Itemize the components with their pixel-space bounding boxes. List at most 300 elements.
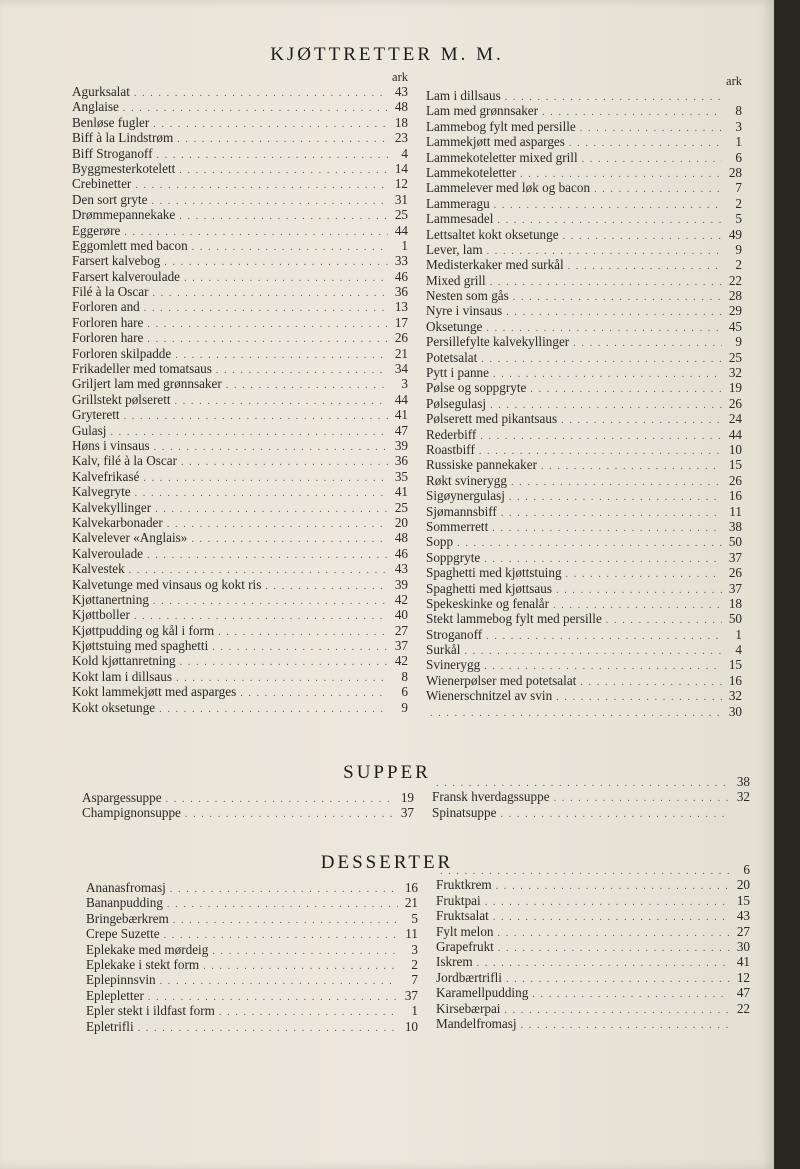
entry-page-number: 22 bbox=[736, 1000, 750, 1016]
index-entry bbox=[426, 288, 742, 303]
entry-list bbox=[72, 84, 408, 715]
index-entry bbox=[72, 546, 408, 561]
dot-leader bbox=[566, 567, 722, 582]
index-entry bbox=[436, 893, 750, 908]
entry-page-number: 9 bbox=[401, 699, 408, 715]
entry-page-number: 42 bbox=[394, 653, 408, 669]
entry-name: Spekeskinke og fenalår bbox=[426, 595, 550, 611]
index-entry bbox=[72, 577, 408, 592]
index-entry bbox=[72, 376, 408, 391]
index-entry bbox=[426, 411, 742, 426]
entry-name: Filé à la Oscar bbox=[72, 284, 149, 300]
entry-name: Gryterett bbox=[72, 407, 120, 423]
index-entry bbox=[426, 688, 742, 703]
entry-name: Kalveroulade bbox=[72, 545, 144, 561]
entry-name: Fransk hverdagssuppe bbox=[432, 789, 550, 805]
entry-name: Champignonsuppe bbox=[82, 805, 181, 821]
entry-name: Biff Stroganoff bbox=[72, 145, 153, 161]
entry-name: Kalvestek bbox=[72, 561, 125, 577]
entry-page-number: 22 bbox=[728, 272, 742, 288]
dot-leader bbox=[500, 807, 730, 822]
entry-name: Medisterkaker med surkål bbox=[426, 257, 564, 273]
entry-name: Jordbærtrifli bbox=[436, 969, 502, 985]
entry-page-number: 20 bbox=[736, 877, 750, 893]
entry-page-number: 43 bbox=[394, 561, 408, 577]
entry-name: Kjøttboller bbox=[72, 607, 130, 623]
dot-leader bbox=[464, 644, 722, 659]
entry-page-number: 20 bbox=[394, 514, 408, 530]
entry-name: Anglaise bbox=[72, 99, 119, 115]
index-entry bbox=[426, 627, 742, 642]
dot-leader bbox=[496, 879, 730, 894]
entry-page-number: 32 bbox=[728, 365, 742, 381]
index-entry bbox=[426, 396, 742, 411]
entry-name: Agurksalat bbox=[72, 84, 130, 99]
dot-leader bbox=[179, 163, 388, 178]
entry-list bbox=[432, 774, 750, 820]
entry-name: Kjøttpudding og kål i form bbox=[72, 622, 215, 638]
index-entry bbox=[86, 911, 418, 926]
entry-page-number: 4 bbox=[401, 145, 408, 161]
entry-name: Epler stekt i ildfast form bbox=[86, 1003, 215, 1019]
entry-page-number: 10 bbox=[404, 1018, 418, 1034]
entry-name: Grapefrukt bbox=[436, 938, 494, 954]
dot-leader bbox=[180, 655, 388, 670]
index-entry bbox=[72, 561, 408, 576]
entry-page-number: 47 bbox=[736, 985, 750, 1001]
dot-leader bbox=[147, 332, 388, 347]
dot-leader bbox=[563, 229, 722, 244]
entry-page-number: 19 bbox=[728, 380, 742, 396]
desserts-left-column bbox=[86, 880, 418, 1034]
entry-name: Eplekake med mørdeig bbox=[86, 941, 209, 957]
index-entry bbox=[72, 99, 408, 114]
entry-page-number: 6 bbox=[735, 149, 742, 165]
dot-leader bbox=[159, 702, 388, 717]
dot-leader bbox=[569, 136, 722, 151]
index-entry bbox=[72, 623, 408, 638]
index-entry bbox=[426, 242, 742, 257]
entry-name: Lammekjøtt med asparges bbox=[426, 134, 565, 150]
dot-leader bbox=[219, 1005, 398, 1020]
entry-name: Biff à la Lindstrøm bbox=[72, 130, 174, 146]
entry-page-number: 6 bbox=[401, 684, 408, 700]
entry-page-number: 16 bbox=[404, 880, 418, 895]
index-entry bbox=[436, 970, 750, 985]
index-entry bbox=[72, 253, 408, 268]
dot-leader bbox=[493, 910, 730, 925]
index-entry bbox=[436, 1016, 750, 1031]
index-entry bbox=[72, 361, 408, 376]
dot-leader bbox=[175, 394, 388, 409]
index-entry bbox=[426, 596, 742, 611]
index-entry bbox=[426, 319, 742, 334]
index-entry bbox=[436, 954, 750, 969]
entry-name: Oksetunge bbox=[426, 318, 483, 334]
dot-leader bbox=[166, 792, 394, 807]
entry-name: Russiske pannekaker bbox=[426, 457, 537, 473]
index-entry bbox=[86, 1003, 418, 1018]
index-entry bbox=[72, 515, 408, 530]
entry-list bbox=[436, 862, 750, 1031]
entry-page-number: 37 bbox=[400, 805, 414, 821]
entry-list bbox=[86, 880, 418, 1034]
dot-leader bbox=[135, 178, 388, 193]
index-entry bbox=[426, 196, 742, 211]
entry-name: Crepe Suzette bbox=[86, 926, 160, 942]
index-entry bbox=[426, 534, 742, 549]
entry-page-number: 23 bbox=[394, 130, 408, 146]
index-entry bbox=[72, 530, 408, 545]
dot-leader bbox=[580, 675, 722, 690]
index-entry bbox=[72, 700, 408, 715]
entry-list bbox=[426, 88, 742, 719]
dot-leader bbox=[521, 1018, 730, 1033]
entry-name: Lammeragu bbox=[426, 195, 490, 211]
entry-page-number: 47 bbox=[394, 422, 408, 438]
section-title-soups: SUPPER bbox=[343, 762, 431, 783]
dot-leader bbox=[481, 352, 722, 367]
dot-leader bbox=[153, 594, 388, 609]
index-entry bbox=[72, 653, 408, 668]
entry-name: Fruktpai bbox=[436, 892, 481, 908]
section-title-desserts: DESSERTER bbox=[320, 852, 454, 873]
entry-name: Svinerygg bbox=[426, 657, 481, 673]
entry-name: Benløse fugler bbox=[72, 114, 150, 130]
index-entry bbox=[426, 150, 742, 165]
index-entry bbox=[426, 611, 742, 626]
entry-name: Kalvegryte bbox=[72, 484, 131, 500]
dot-leader bbox=[606, 613, 722, 628]
entry-page-number: 16 bbox=[728, 488, 742, 504]
entry-name: Karamellpudding bbox=[436, 985, 529, 1001]
entry-page-number: 15 bbox=[736, 892, 750, 908]
entry-name: Lam med grønnsaker bbox=[426, 103, 539, 119]
entry-name: Fruktkrem bbox=[436, 877, 492, 893]
entry-name: Sopp bbox=[426, 534, 454, 550]
index-entry bbox=[86, 880, 418, 895]
entry-name: Fylt melon bbox=[436, 923, 494, 939]
entry-name: Surkål bbox=[426, 642, 461, 658]
dot-leader bbox=[568, 259, 722, 274]
entry-name: Forloren hare bbox=[72, 314, 144, 330]
dot-leader bbox=[240, 686, 388, 701]
dot-leader bbox=[167, 897, 398, 912]
entry-name: Byggmesterkotelett bbox=[72, 160, 176, 176]
index-entry bbox=[72, 161, 408, 176]
entry-page-number: 15 bbox=[728, 657, 742, 673]
entry-page-number: 5 bbox=[411, 910, 418, 926]
entry-page-number: 25 bbox=[394, 207, 408, 223]
dot-leader bbox=[554, 791, 730, 806]
entry-page-number: 37 bbox=[728, 549, 742, 565]
entry-page-number: 36 bbox=[394, 453, 408, 469]
index-entry bbox=[426, 165, 742, 180]
entry-name: Bananpudding bbox=[86, 895, 163, 911]
entry-page-number: 2 bbox=[411, 956, 418, 972]
entry-page-number: 44 bbox=[728, 426, 742, 442]
entry-name: Pytt i panne bbox=[426, 365, 490, 381]
index-entry bbox=[426, 457, 742, 472]
entry-page-number: 41 bbox=[394, 407, 408, 423]
entry-page-number: 39 bbox=[394, 576, 408, 592]
index-entry bbox=[72, 84, 408, 99]
entry-name: Lammesadel bbox=[426, 211, 494, 227]
dot-leader bbox=[135, 486, 388, 501]
entry-name: Nyre i vinsaus bbox=[426, 303, 503, 319]
entry-name: Kalvetunge med vinsaus og kokt ris bbox=[72, 576, 262, 592]
entry-name: Eggerøre bbox=[72, 222, 121, 238]
dot-leader bbox=[430, 706, 722, 721]
dot-leader bbox=[490, 275, 722, 290]
index-entry bbox=[72, 392, 408, 407]
entry-name: Lam i dillsaus bbox=[426, 88, 501, 103]
dot-leader bbox=[156, 148, 388, 163]
index-entry bbox=[82, 805, 414, 820]
entry-name: Den sort gryte bbox=[72, 191, 148, 207]
entry-page-number: 41 bbox=[394, 484, 408, 500]
dot-leader bbox=[218, 625, 388, 640]
entry-page-number: 9 bbox=[735, 241, 742, 257]
entry-page-number: 27 bbox=[736, 923, 750, 939]
entry-page-number: 29 bbox=[728, 303, 742, 319]
entry-page-number: 24 bbox=[728, 411, 742, 427]
index-entry bbox=[72, 438, 408, 453]
dot-leader bbox=[485, 895, 730, 910]
entry-page-number: 37 bbox=[394, 638, 408, 654]
entry-page-number: 16 bbox=[728, 672, 742, 688]
entry-page-number: 26 bbox=[728, 565, 742, 581]
entry-page-number: 4 bbox=[735, 642, 742, 658]
entry-name: Stroganoff bbox=[426, 626, 483, 642]
entry-page-number: 21 bbox=[394, 345, 408, 361]
dot-leader bbox=[167, 517, 388, 532]
entry-name: Mandelfromasj bbox=[436, 1015, 517, 1031]
entry-page-number: 38 bbox=[736, 774, 750, 789]
entry-page-number: 25 bbox=[728, 349, 742, 365]
entry-page-number: 30 bbox=[736, 938, 750, 954]
entry-page-number: 44 bbox=[394, 222, 408, 238]
entry-page-number: 43 bbox=[394, 84, 408, 99]
dot-leader bbox=[532, 987, 730, 1002]
dot-leader bbox=[147, 548, 388, 563]
index-entry bbox=[436, 862, 750, 877]
index-entry bbox=[72, 423, 408, 438]
dot-leader bbox=[561, 413, 722, 428]
index-entry bbox=[72, 176, 408, 191]
dot-leader bbox=[153, 117, 388, 132]
dot-leader bbox=[480, 429, 722, 444]
dot-leader bbox=[530, 382, 722, 397]
index-entry bbox=[432, 805, 750, 820]
index-entry bbox=[72, 669, 408, 684]
dot-leader bbox=[153, 286, 388, 301]
index-entry bbox=[72, 592, 408, 607]
dot-leader bbox=[134, 86, 388, 101]
meat-right-column bbox=[426, 74, 742, 719]
dot-leader bbox=[509, 490, 722, 505]
index-entry bbox=[426, 473, 742, 488]
dot-leader bbox=[155, 502, 388, 517]
entry-page-number: 32 bbox=[736, 789, 750, 805]
index-entry bbox=[72, 284, 408, 299]
dot-leader bbox=[457, 536, 722, 551]
index-entry bbox=[426, 303, 742, 318]
dot-leader bbox=[185, 807, 394, 822]
entry-page-number: 2 bbox=[735, 257, 742, 273]
index-entry bbox=[426, 442, 742, 457]
entry-name: Lammekoteletter bbox=[426, 164, 517, 180]
index-entry bbox=[426, 350, 742, 365]
dot-leader bbox=[124, 409, 388, 424]
entry-page-number: 48 bbox=[394, 530, 408, 546]
entry-name: Wienerschnitzel av svin bbox=[426, 688, 553, 704]
entry-page-number: 48 bbox=[394, 99, 408, 115]
dot-leader bbox=[138, 1021, 398, 1036]
index-entry bbox=[426, 581, 742, 596]
entry-page-number: 43 bbox=[736, 908, 750, 924]
entry-page-number: 12 bbox=[736, 969, 750, 985]
index-entry bbox=[426, 427, 742, 442]
meat-left-column bbox=[72, 70, 408, 715]
soups-right-column bbox=[432, 774, 750, 820]
index-entry bbox=[72, 330, 408, 345]
entry-page-number: 41 bbox=[736, 954, 750, 970]
index-entry bbox=[426, 704, 742, 719]
entry-name: Nesten som gås bbox=[426, 288, 509, 304]
index-entry bbox=[72, 638, 408, 653]
entry-name: Forloren and bbox=[72, 299, 140, 315]
entry-page-number: 40 bbox=[394, 607, 408, 623]
entry-name: Kokt lammekjøtt med asparges bbox=[72, 684, 237, 700]
dot-leader bbox=[498, 926, 730, 941]
dot-leader bbox=[160, 974, 398, 989]
index-entry bbox=[436, 877, 750, 892]
entry-name: Farsert kalvebog bbox=[72, 253, 161, 269]
entry-name: Crebinetter bbox=[72, 176, 132, 192]
index-entry bbox=[72, 469, 408, 484]
index-entry bbox=[72, 269, 408, 284]
dot-leader bbox=[580, 121, 722, 136]
dot-leader bbox=[170, 882, 398, 897]
dot-leader bbox=[154, 440, 388, 455]
dot-leader bbox=[192, 240, 388, 255]
dot-leader bbox=[143, 471, 388, 486]
entry-name: Lettsaltet kokt oksetunge bbox=[426, 226, 559, 242]
dot-leader bbox=[556, 583, 722, 598]
entry-name: Mixed grill bbox=[426, 272, 486, 288]
entry-page-number: 11 bbox=[729, 503, 742, 519]
entry-page-number: 50 bbox=[728, 611, 742, 627]
entry-page-number: 37 bbox=[404, 987, 418, 1003]
entry-name: Sigøynergulasj bbox=[426, 488, 505, 504]
entry-name: Aspargessuppe bbox=[82, 790, 162, 805]
dot-leader bbox=[541, 459, 722, 474]
index-entry bbox=[436, 908, 750, 923]
entry-name: Epletrifli bbox=[86, 1018, 134, 1034]
dot-leader bbox=[506, 972, 730, 987]
entry-name: Ananasfromasj bbox=[86, 880, 166, 895]
dot-leader bbox=[216, 363, 388, 378]
dot-leader bbox=[513, 290, 722, 305]
entry-name: Eggomlett med bacon bbox=[72, 237, 188, 253]
entry-name: Iskrem bbox=[436, 954, 473, 970]
entry-page-number: 26 bbox=[728, 395, 742, 411]
entry-list bbox=[82, 790, 414, 821]
index-entry bbox=[426, 642, 742, 657]
index-entry bbox=[72, 115, 408, 130]
entry-page-number: 46 bbox=[394, 545, 408, 561]
dot-leader bbox=[144, 301, 388, 316]
entry-name: Kjøttanertning bbox=[72, 591, 149, 607]
dot-leader bbox=[173, 913, 398, 928]
entry-name: Fruktsalat bbox=[436, 908, 489, 924]
entry-page-number: 10 bbox=[728, 441, 742, 457]
index-entry bbox=[436, 924, 750, 939]
index-entry bbox=[426, 550, 742, 565]
entry-page-number: 21 bbox=[404, 895, 418, 911]
entry-name: Spinatsuppe bbox=[432, 804, 497, 820]
entry-name: Lammebog fylt med persille bbox=[426, 118, 576, 134]
entry-name: Spaghetti med kjøttsaus bbox=[426, 580, 553, 596]
entry-name: Griljert lam med grønnsaker bbox=[72, 376, 222, 392]
entry-page-number: 13 bbox=[394, 299, 408, 315]
dot-leader bbox=[226, 378, 388, 393]
entry-page-number: 3 bbox=[401, 376, 408, 392]
index-entry bbox=[426, 565, 742, 580]
index-entry bbox=[426, 134, 742, 149]
dot-leader bbox=[212, 944, 398, 959]
index-entry bbox=[72, 607, 408, 622]
entry-name: Spaghetti med kjøttstuing bbox=[426, 565, 562, 581]
entry-page-number: 1 bbox=[411, 1003, 418, 1019]
entry-page-number: 3 bbox=[735, 118, 742, 134]
index-entry bbox=[72, 346, 408, 361]
dot-leader bbox=[177, 132, 388, 147]
entry-page-number: 30 bbox=[728, 703, 742, 719]
index-entry bbox=[426, 673, 742, 688]
desserts-right-column bbox=[436, 862, 750, 1031]
entry-name: Forloren skilpadde bbox=[72, 345, 172, 361]
index-entry bbox=[86, 895, 418, 910]
index-entry bbox=[86, 942, 418, 957]
entry-name: Wienerpølser med potetsalat bbox=[426, 672, 577, 688]
dot-leader bbox=[594, 182, 722, 197]
dot-leader bbox=[506, 305, 722, 320]
dot-leader bbox=[492, 521, 722, 536]
entry-name: Lammelever med løk og bacon bbox=[426, 180, 591, 196]
index-entry bbox=[72, 500, 408, 515]
entry-page-number: 2 bbox=[735, 195, 742, 211]
index-entry bbox=[426, 519, 742, 534]
dot-leader bbox=[556, 690, 722, 705]
index-entry bbox=[432, 789, 750, 804]
column-header: ark bbox=[726, 74, 742, 88]
index-entry bbox=[426, 365, 742, 380]
index-entry bbox=[426, 488, 742, 503]
index-entry bbox=[426, 103, 742, 118]
index-entry bbox=[72, 453, 408, 468]
entry-page-number: 8 bbox=[735, 103, 742, 119]
dot-leader bbox=[203, 959, 398, 974]
dot-leader bbox=[151, 194, 388, 209]
entry-name: Pølsegulasj bbox=[426, 395, 487, 411]
entry-page-number: 32 bbox=[728, 688, 742, 704]
dot-leader bbox=[184, 271, 388, 286]
entry-name: Kalvekarbonader bbox=[72, 514, 163, 530]
entry-page-number: 38 bbox=[728, 518, 742, 534]
entry-name: Kalvekyllinger bbox=[72, 499, 152, 515]
